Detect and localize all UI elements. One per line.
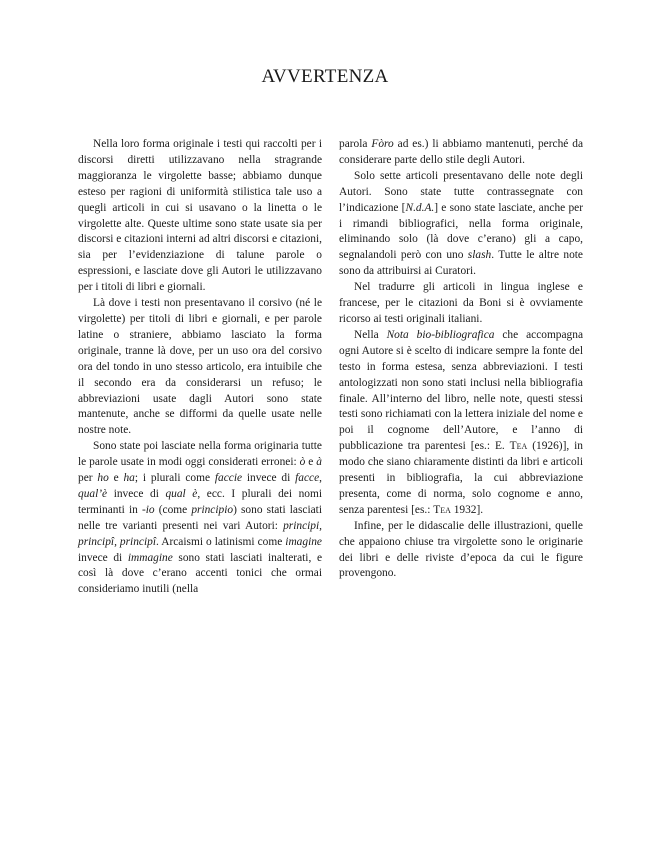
text-run: , ecc. I plurali dei nomi terminanti in bbox=[78, 487, 322, 516]
text-run: , bbox=[319, 472, 322, 485]
italic-run: à bbox=[316, 456, 322, 469]
text-run: . Tutte le altre note sono da attribuirsi ai Curatori. bbox=[339, 249, 583, 278]
paragraph-translations: Nel tradurre gli articoli in lingua inglese e francese, per le citazioni da Boni si è ovviamente ricorso ai testi originali italiani. bbox=[339, 281, 583, 325]
text-run: e bbox=[108, 472, 124, 485]
italic-run: -io bbox=[141, 503, 155, 516]
italic-run: ò bbox=[299, 456, 306, 469]
italic-run: qual’è bbox=[78, 487, 108, 500]
paragraph-author-notes bbox=[339, 169, 583, 280]
italic-run: Fòro bbox=[371, 138, 394, 150]
text-run: per bbox=[78, 472, 98, 485]
page-title: AVVERTENZA bbox=[261, 66, 389, 87]
italic-run: principi, principî, principî bbox=[78, 519, 322, 548]
italic-run: Nota bio-bibliografica bbox=[386, 328, 495, 341]
italic-run: ha bbox=[123, 472, 135, 485]
text-run: Solo sette articoli presentavano delle note degli Autori. Sono state tutte contrassegnate con l’indicazione [ bbox=[339, 169, 583, 214]
left-column bbox=[78, 137, 322, 598]
text-run: invece di bbox=[242, 472, 296, 485]
paragraph-italics: Là dove i testi non presentavano il corsivo (né le virgolette) per titoli di libri e giornali, e per parole latine o straniere, abbiamo lasciato la forma originale, tranne là dove, per un uso ora del corsivo ora del tondo in uno stesso articolo, era intuibile che il secondo era da considerarsi un refuso; le abbreviazioni usate dagli Autori sono state mantenute, anche se difformi da quelle usate nelle nostre note. bbox=[78, 297, 322, 437]
italic-run: principio bbox=[191, 503, 234, 516]
italic-run: imagine bbox=[285, 535, 322, 548]
paragraph-bio-bibliographic-note bbox=[339, 328, 583, 519]
text-run: ] e sono state lasciate, anche per i rimandi bibliografici, nella forma originale, eliminando solo (là dove c’erano) gli a capo, segnalandoli però con uno bbox=[339, 201, 583, 262]
italic-run: slash bbox=[467, 249, 492, 262]
italic-run: faccie bbox=[214, 472, 243, 485]
text-run: Nella bbox=[354, 328, 387, 341]
paragraph-quotation-marks: Nella loro forma originale i testi qui raccolti per i discorsi diretti utilizzavano nella stragrande maggioranza le virgolette basse; abbiamo dunque esteso per ragioni di uniformità stilistica tale uso a quegli articoli in cui si usavano o la linetta o le virgolette alte. Queste ultime sono state usate sia per discorsi e citazioni interni ad altri discorsi e citazioni, sia per l’evidenziazione di talune parole o espressioni, e lasciate dove gli Autori le utilizzavano per i titoli di libri e giornali. bbox=[78, 138, 322, 294]
text-run: ad es.) li abbiamo mantenuti, perché da considerare parte dello stile degli Autori. bbox=[339, 138, 583, 166]
italic-run: qual è bbox=[165, 487, 198, 500]
right-column bbox=[339, 137, 583, 582]
text-run: invece di bbox=[78, 551, 128, 564]
paragraph-continuation bbox=[339, 137, 583, 169]
text-run: Sono state poi lasciate nella forma originaria tutte le parole usate in modi oggi considerati erronei: bbox=[78, 440, 322, 469]
text-run: parola bbox=[339, 138, 372, 150]
italic-run: ho bbox=[97, 472, 109, 485]
paragraph-captions: Infine, per le didascalie delle illustrazioni, quelle che appaiono chiuse tra virgolette sono le originarie dei libri e delle riviste d’epoca da cui le figure provengono. bbox=[339, 519, 583, 580]
text-run: che accompagna ogni Autore si è scelto di indicare sempre la fonte del testo in forma estesa, senza abbreviazioni. I testi antologizzati non sono stati inclusi nella bibliografia finale. All’interno del libro, nelle note, questi stessi testi sono richiamati con la lettera iniziale del nome e poi il cognome dell’Autore, e l’anno di pubblicazione tra parentesi [es.: E. bbox=[339, 328, 583, 453]
italic-run: facce bbox=[295, 472, 320, 485]
text-run: . Arcaismi o latinismi come bbox=[156, 535, 286, 548]
text-run: sono stati lasciati inalterati, e così là dove c’erano accenti tonici che ormai consideriamo inutili (nella bbox=[78, 551, 322, 596]
text-run: ) sono stati lasciati nelle tre varianti presenti nei vari Autori: bbox=[78, 503, 323, 532]
text-run: 1932]. bbox=[450, 503, 484, 516]
paragraph-archaic-forms bbox=[78, 439, 322, 598]
italic-run: immagine bbox=[127, 551, 173, 564]
small-caps-run: Tea bbox=[433, 503, 451, 516]
small-caps-run: Tea bbox=[509, 440, 528, 453]
text-run: invece di bbox=[107, 487, 166, 500]
text-run: ; i plurali come bbox=[134, 472, 215, 485]
text-run: (come bbox=[154, 503, 192, 516]
text-run: e bbox=[305, 456, 317, 469]
text-run: (1926)], in modo che siano chiaramente distinti da libri e articoli presenti in bibliografia, la cui abbreviazione presenta, come di norma, solo cognome e anno, senza parentesi [es.: bbox=[339, 440, 583, 516]
italic-run: N.d.A. bbox=[405, 201, 435, 214]
